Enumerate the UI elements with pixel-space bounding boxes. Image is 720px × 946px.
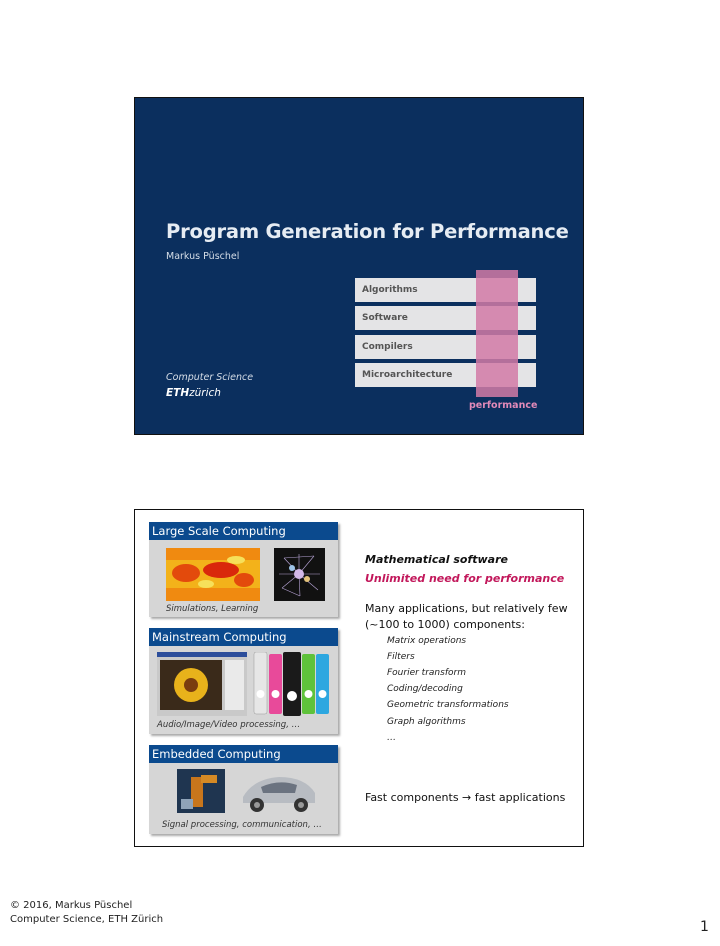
- panel-caption: Audio/Image/Video processing, …: [157, 720, 301, 730]
- panel-caption: Simulations, Learning: [166, 604, 259, 614]
- stack-algorithms: Algorithms: [355, 278, 536, 302]
- many-apps-line1: Many applications, but relatively few: [365, 602, 568, 615]
- stack-microarchitecture: Microarchitecture: [355, 363, 536, 387]
- component-item: Graph algorithms: [387, 717, 466, 727]
- component-item: Matrix operations: [387, 636, 467, 646]
- component-item: Filters: [387, 652, 415, 662]
- component-item: Coding/decoding: [387, 684, 463, 694]
- unlimited-need-heading: Unlimited need for performance: [365, 572, 565, 585]
- media-players-image: [252, 652, 332, 716]
- panel-large-scale: [149, 522, 338, 617]
- performance-column: [476, 270, 518, 397]
- panel-heading: Embedded Computing: [149, 745, 338, 763]
- panel-mainstream: [149, 628, 338, 734]
- department-label: Computer Science: [166, 372, 254, 383]
- component-item: …: [387, 733, 396, 743]
- stack-compilers: Compilers: [355, 335, 536, 359]
- footer-institution: Computer Science, ETH Zürich: [10, 914, 164, 925]
- content-slide: [134, 509, 584, 847]
- page-number: 1: [700, 919, 709, 935]
- panel-heading: Large Scale Computing: [149, 522, 338, 540]
- title-slide: [134, 97, 584, 435]
- panel-caption: Signal processing, communication, …: [162, 820, 322, 830]
- panel-embedded: [149, 745, 338, 834]
- eth-logo-italic: zürich: [189, 387, 221, 399]
- stack-software: Software: [355, 306, 536, 330]
- climate-map-image: [166, 548, 260, 601]
- slide-title: Program Generation for Performance: [166, 220, 569, 243]
- panel-heading: Mainstream Computing: [149, 628, 338, 646]
- author-name: Markus Püschel: [166, 251, 240, 262]
- eth-logo-bold: ETH: [166, 387, 190, 399]
- math-software-heading: Mathematical software: [365, 553, 508, 566]
- photo-editor-screenshot: [157, 652, 247, 716]
- eth-logo: [166, 387, 221, 399]
- footer: [10, 899, 163, 927]
- network-graph-image: [274, 548, 325, 601]
- performance-label: performance: [469, 400, 538, 411]
- footer-copyright: © 2016, Markus Püschel: [10, 900, 133, 911]
- conclusion-text: Fast components → fast applications: [365, 791, 566, 804]
- component-item: Geometric transformations: [387, 700, 509, 710]
- car-image: [239, 767, 319, 815]
- component-item: Fourier transform: [387, 668, 466, 678]
- many-apps-line2: (~100 to 1000) components:: [365, 618, 525, 631]
- robot-image: [177, 769, 225, 813]
